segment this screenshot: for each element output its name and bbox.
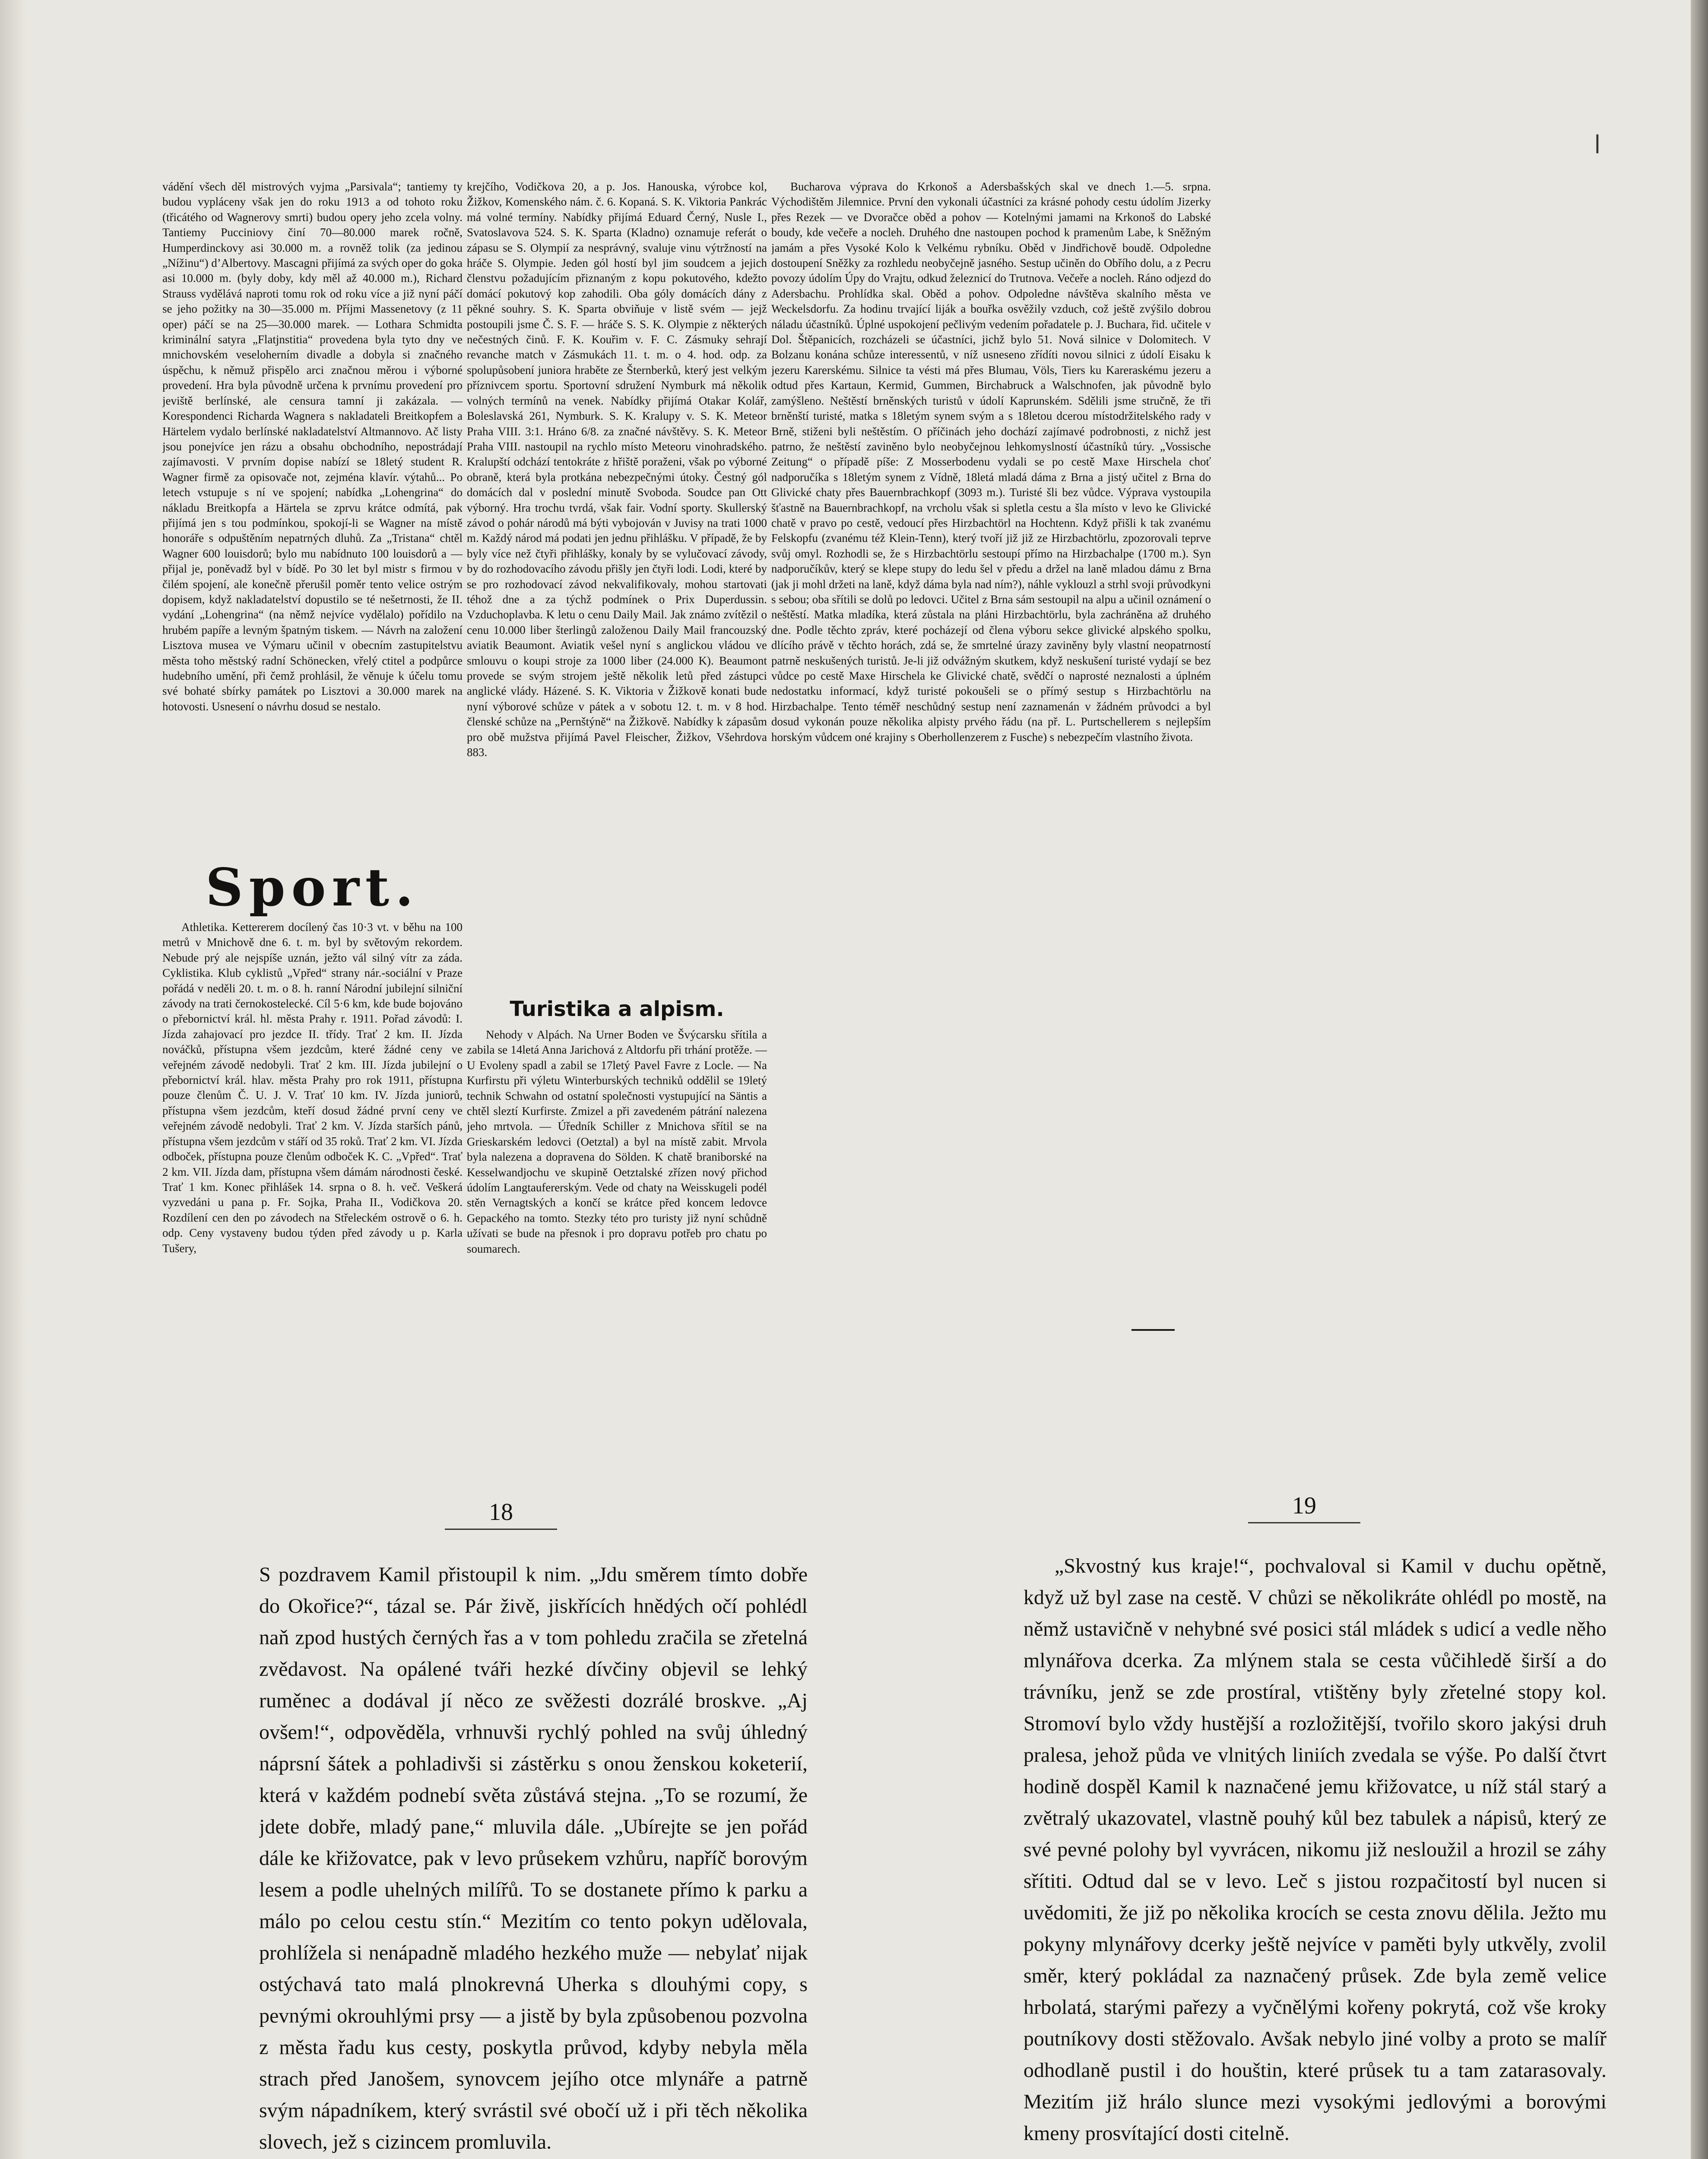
culture-news-text: vádění všech děl mistrových vyjma „Parsivala“; tantiemy ty budou vypláceny však jen do roku 1913 a od tohoto roku (třicátého od Wagnerovy smrti) budou opery jeho zcela volny. Tantiemy Pucciniovy činí 70—80.000 marek ročně, Humperdinckovy asi 30.000 m. a rovněž tolik (za jedinou „Nížinu“) d’Albertovy. Mascagni přijímá za svých oper do goka asi 10.000 m. (byly doby, kdy měl až 40.000 m.), Richard Strauss vydělává naproti tomu rok od roku více a již nyní páčí se jeho požitky na 30—35.000 m. Příjmi Massenetovy (z 11 oper) páčí se na 25—30.000 marek. — Lothara Schmidta kriminální satyra „Flatjnstitia“ provedena byla tyto dny ve mnichovském veseloherním divadle a dobyla si značného úspěchu, k němuž přispělo arci značnou měrou i výborné provedení. Hra byla původně určena k prvnímu provedení pro jeviště berlínské, ale censura tamní ji zakázala. — Korespondenci Richarda Wagnera s nakladateli Breitkopfem a Härtelem vydalo berlínské nakladatelství Altmannovo. Ač listy jsou ponejvíce jen rázu a obsahu obchodního, nepostrádají zajímavosti. V prvním dopise nabízí se 18letý student R. Wagner firmě za opisovače not, zejména klavír. výtahů... Po letech vstupuje s ní ve spojení; nabídka „Lohengrina“ do nákladu Breitkopfa a Härtela se zprvu krátce odmítá, pak přijímá jen s tou podmínkou, spokojí-li se Wagner na místě honoráře s odpuštěním nepatrných dluhů. Za „Tristana“ chtěl Wagner 600 louisdorů; bylo mu nabídnuto 100 louisdorů a — přijal je, poněvadž byl v bídě. Po 30 let byl mistr s firmou v čilém spojení, ale konečně přerušil poměr tento velice ostrým dopisem, když nakladatelství dopustilo se té nešetrnosti, že II. vydání „Lohengrina“ (na němž nejvíce vydělalo) pořídilo na hrubém papíře a levným špatným tiskem. — Návrh na založení Lisztova musea ve Výmaru učinil v obecním zastupitelstvu města toho městský radní Schönecken, vřelý ctitel a podpůrce hudebního umění, při čemž prohlásil, že věnuje k účelu tomu své bohaté sbírky památek po Lisztovi a 30.000 marek na hotovosti. Usnesení o návrhu dosud se nestalo. [162, 180, 463, 713]
right-page-text: „Skvostný kus kraje!“, pochvaloval si Kamil v duchu opětně, když už byl zase na cestě. V chůzi se několikráte ohlédl po mostě, na němž ustavičně v nehybné své posici stál mládek s udicí a vedle něho mlynářova dcerka. Za mlýnem stala se cesta vůčihledě širší a do trávníku, jenž se zde prostíral, vtištěny byly zřetelné stopy kol. Stromoví bylo vždy hustější a rozložitější, tvořilo skoro jakýsi druh pralesa, jehož půda ve vlnitých liniích zvedala se výše. Po další čtvrt hodině dospěl Kamil k naznačené jemu křižovatce, u níž stál starý a zvětralý ukazovatel, vlastně pouhý kůl bez tabulek a nápisů, který ze své pevné polohy byl vyvrácen, nikomu již nesloužil a hrozil se záhy sřítiti. Odtud dal se v levo. Leč s jistou rozpačitostí byl nucen si uvědomiti, že již po několika krocích se cesta znovu dělila. Ježto mu pokyny mlynářovy dcerky ještě nejvíce v paměti byly utkvěly, zvolil směr, který pokládal za naznačený průsek. Zde byla země velice hrbolatá, starými pařezy a vyčnělými kořeny pokrytá, což vše kroky poutníkovy dosti stěžovalo. Avšak nebylo jiné volby a proto se malíř odhodlaně pustil i do houštin, které průsek tu a tam zatarasovaly. Mezitím již hrálo slunce mezi vysokými jedlovými a borovými kmeny prosvítající dosti citelně. [1024, 1554, 1607, 2145]
newspaper-column-2 [467, 179, 767, 1334]
left-page-number-rule [445, 1529, 557, 1530]
page-right-edge [1691, 0, 1708, 2159]
left-page-text: S pozdravem Kamil přistoupil k nim. „Jdu směrem tímto dobře do Okořice?“, tázal se. Pár živě, jiskřících hnědých očí pohlédl naň zpod hustých černých řas a v tom pohledu zračila se zřetelná zvědavost. Na opálené tváři hezké dívčiny objevil se lehký ruměnec a dodával jí něco ze svěžesti dozrálé broskve. „Aj ovšem!“, odpověděla, vrhnuvši rychlý pohled na svůj úhledný náprsní šátek a pohladivši si zástěrku s onou ženskou koketerií, která v každém podnebí světa zůstává stejna. „To se rozumí, že jdete dobře, mladý pane,“ mluvila dále. „Ubírejte se jen pořád dále ke křižovatce, pak v levo průsekem vzhůru, napříč borovým lesem a podle uhelných milířů. To se dostanete přímo k parku a málo po celou cestu stín.“ Mezitím co tento pokyn udělovala, prohlížela si nenápadně mladého hezkého muže — nebylať nijak ostýchavá tato malá plnokrevná Uherka s dlouhými copy, s pevnými okrouhlými prsy — a jistě by byla způsobenou pozvolna z města řadu kus cesty, poskytla průvod, kdyby nebyla měla strach před Janošem, synovcem jejího otce mlynáře a patrně svým nápadníkem, který svrástil své obočí už i při těch několika slovech, jež s cizincem promluvila. [259, 1563, 808, 2153]
book-page-left [259, 1559, 808, 2159]
turistika-news-continued-text: Bucharova výprava do Krkonoš a Adersbašských skal ve dnech 1.—5. srpna. Východištěm Jilemnice. První den vykonali účastníci za krásné pohody cestu údolím Jizerky přes Rezek — ve Dvoračce oběd a pohov — Kotelnými jamami na Krkonoš do Labské boudy, kde večeře a nocleh. Druhého dne nastoupen pochod k pramenům Labe, k Sněžným jamám a přes Vysoké Kolo k Velkému rybníku. Oběd v Jindřichově boudě. Odpoledne dostoupení Sněžky za rozhledu neobyčejně jasného. Sestup učiněn do Obřího dolu, a z Pecru povozy údolím Úpy do Vrajtu, odkud železnicí do Trutnova. Večeře a nocleh. Ráno odjezd do Adersbachu. Prohlídka skal. Oběd a pohov. Odpoledne návštěva skalního města ve Weckelsdorfu. Za hodinu trvající liják a bouřka osvěžily vzduch, což ještě zvýšilo dobrou náladu účastníků. Úplné uspokojení pečlivým vedením pořadatele p. J. Buchara, řid. učitele v Dol. Štěpanicích, rozcházeli se účastníci, jichž bylo 51. Nová silnice v Dolomitech. V Bolzanu konána schůze interessentů, v níž usneseno zřídíti novou silnici z údolí Eisaku k jezeru Karerskému. Silnice ta vésti má přes Blumau, Völs, Tiers ku Kareraskému jezeru a odtud přes Kartaun, Kermid, Gummen, Birchabruck a Walschnofen, jak původně bylo zamýšleno. Neštěstí brněnských turistů v údolí Kaprunském. Sdělili jsme stručně, že tři brněnští turisté, matka s 18letým synem svým a s 18letou dcerou místodržitelského rady v Brně, stiženi byli neštěstím. O příčinách jeho dochází zajímavé podrobnosti, z nichž jest patrno, že neštěstí zaviněno bylo neobyčejnou lehkomyslností účastníků túry. „Vossische Zeitung“ o případě píše: Z Mosserbodenu vydali se po cestě Maxe Hirschela choť nadporučíka s 18letým synem z Vídně, 18letá mladá dáma z Brna a jistý učitel z Brna do Glivické chaty přes Bauernbrachkopf (3093 m.). Turisté šli bez vůdce. Výprava vystoupila šťastně na Bauernbrachkopf, na vrcholu však si spletla cestu a šla místo v levo ke Glivické chatě v pravo po cestě, vedoucí přes Hirzbachtörl na Hochtenn. Když přišli k tak zvanému Felskopfu (zvanému též Klein-Tenn), který tvoří již již ze Hirzbachtörlu, zpozorovali teprve svůj omyl. Rozhodli se, že s Hirzbachtörlu sestoupí přímo na Hirzbachalpe (1700 m.). Syn nadporučíkův, který se klepe stupy do ledu šel v předu a držel na laně mladou dámu z Brna (jak ji mohl držeti na laně, když dáma byla nad ním?), náhle vyklouzl a strhl svoji průvodkyni s sebou; oba sřítili se dolů po ledovci. Učitel z Brna sám sestoupil na alpu a učinil oznámení o neštěstí. Matka mladíka, která zůstala na pláni Hirzbachtörlu, byla zachráněna až druhého dne. Podle těchto zpráv, které pocházejí od člena výboru sekce glivické alpského spolku, dlícího právě v těchto horách, zdá se, že smrtelné úrazy zaviněny byly vlastní neopatrností patrně neskušených turistů. Je-li již odvážným skutkem, když neskušení turisté vydají se bez vůdce po cestě Maxe Hirschela ke Glivické chatě, svědčí o naprosté neznalosti a úplném nedostatku informací, když turisté pokoušeli se o přímý sestup s Hirzbachtörlu na Hirzbachalpe. Tento téměř neschůdný sestup není zaznamenán v žádném průvodci a byl dosud vykonán pouze několika alpisty prvého řádu (na př. L. Purtschellerem s nejlepším horským vůdcem oné krajiny s Oberhollenzerem z Fusche) s nebezpečím vlastního života. [771, 180, 1211, 744]
sport-news-continued-text: krejčího, Vodičkova 20, a p. Jos. Hanouska, výrobce kol, Žižkov, Komenského nám. č. 6. Kopaná. S. K. Viktoria Pankrác má volné termíny. Nabídky přijímá Eduard Černý, Nusle I., Svatoslavova 524. S. K. Sparta (Kladno) oznamuje referát o zápasu se S. Olympií za nesprávný, svaluje vinu výtržností na hráče S. Olympie. Jeden gól hostí byl jim soudcem a jejich členstvu požadujícím přiznaným z kopu pokutového, kdežto domácí pokutový kop zahodili. Oba góly domácích dány z pěkné souhry. S. K. Sparta obviňuje v listě svém — jejž postoupili jsme Č. S. F. — hráče S. S. K. Olympie z některých nečestných činů. F. K. Kouřim v. F. C. Zásmuky sehrají revanche match v Zásmukách 11. t. m. o 4. hod. odp. za spolupůsobení juniora hraběte ze Šternberků, který jest velkým příznivcem sportu. Sportovní sdružení Nymburk má několik volných termínů na venek. Nabídky přijímá Otakar Kolář, Boleslavská 261, Nymburk. S. K. Kralupy v. S. K. Meteor Praha VIII. 3:1. Hráno 6/8. za značné návštěvy. S. K. Meteor Praha VIII. nastoupil na rychlo místo Meteoru vinohradského. Kralupští odchází tentokráte z hřiště poraženi, však po výborné obraně, která byla protkána nebezpečnými útoky. Čestný gól domácích dal v poslední minutě Svoboda. Soudce pan Ott výborný. Hra trochu tvrdá, však fair. Vodní sporty. Skullerský závod o pohár národů má býti vybojován v Juvisy na trati 1000 m. Každý národ má podati jen jednu přihlášku. V případě, že by byly více než čtyři přihlášky, konaly by se vylučovací závody, by do rozhodovacího závodu přišly jen čtyři lodi. Lodi, které by se pro rozhodovací závod nekvalifikovaly, mohou startovati téhož dne a za týchž podmínek o Prix Duperdussin. Vzduchoplavba. K letu o cenu Daily Mail. Jak známo zvítězil o cenu 10.000 liber šterlingů založenou Daily Mail francouzský aviatik Beaumont. Aviatik vešel nyní s anglickou vládou ve smlouvu o koupi stroje za 1000 liber (24.000 K). Beaumont provede se svým strojem ještě několik letů před zástupci anglické vlády. Házené. S. K. Viktoria v Žižkově konati bude nyní výborové schůze v pátek a v sobotu 12. t. m. v 8 hod. členské schůze na „Pernštýně“ na Žižkově. Nabídky k zápasům pro obě mužstva přijímá Pavel Fleischer, Žižkov, Všehrdova 883. [467, 180, 767, 759]
sport-news-text: Athletika. Kettererem docílený čas 10·3 vt. v běhu na 100 metrů v Mnichově dne 6. t. m. byl by světovým rekordem. Nebude prý ale nejspíše uznán, ježto vál silný vítr za záda. Cyklistika. Klub cyklistů „Vpřed“ strany nár.-sociální v Praze pořádá v neděli 20. t. m. o 8. h. ranní Národní jubilejní silniční závody na trati černokostelecké. Cíl 5·6 km, kde bude bojováno o přebornictví král. hl. města Prahy r. 1911. Pořad závodů: I. Jízda zahajovací pro jezdce II. třídy. Trať 2 km. II. Jízda nováčků, přístupna všem jezdcům, které žádné ceny ve veřejném závodě nedobyli. Trať 2 km. III. Jízda jubilejní o přebornictví král. hlav. města Prahy pro rok 1911, přístupna pouze členům Č. U. J. V. Trať 10 km. IV. Jízda juniorů, přístupna všem jezdcům, kteří dosud žádné první ceny ve veřejném závodě nedobyli. Trať 2 km. V. Jízda starších pánů, přístupna všem jezdcům v stáří od 35 roků. Trať 2 km. VI. Jízda odboček, přístupna pouze členům odboček K. C. „Vpřed“. Trať 2 km. VII. Jízda dam, přístupna všem dámám národnosti české. Trať 1 km. Konec přihlášek 14. srpna o 8. h. več. Veškerá vyzvedáni u pana p. Fr. Sojka, Praha II., Vodičkova 20. Rozdílení cen den po závodech na Střeleckém ostrově o 6. h. odp. Ceny vystaveny budou týden před závody u p. Karla Tušery, [162, 921, 463, 1255]
book-page-right [1024, 1550, 1607, 2159]
right-page-number-rule [1248, 1522, 1360, 1523]
newspaper-column-3 [771, 179, 1211, 1328]
sport-heading: Sport. [205, 857, 420, 918]
newspaper-column-1 [162, 179, 463, 1356]
turistika-heading: Turistika a alpism. [510, 997, 724, 1021]
page-left-edge [0, 0, 26, 2159]
right-page-number: 19 [1292, 1492, 1316, 1519]
margin-mark: ǀ [1594, 130, 1601, 160]
column-end-rule [1131, 1329, 1175, 1331]
left-page-number: 18 [489, 1499, 513, 1526]
turistika-news-text: Nehody v Alpách. Na Urner Boden ve Švýcarsku sřítila a zabila se 14letá Anna Jarichová z Altdorfu při trhání protěže. — U Evoleny spadl a zabil se 17letý Pavel Favre z Locle. — Na Kurfirstu při výletu Winterburských techniků oddělil se 19letý technik Schwahn od ostatní společnosti vystupující na Säntis a chtěl sleztí Kurfirste. Zmizel a při zavedeném pátrání nalezena jeho mrtvola. — Úředník Schiller z Mnichova sřítil se na Grieskarském ledovci (Oetztal) a byl na místě zabit. Mrvola byla nalezena a dopravena do Sölden. K chatě braniborské na Kesselwandjochu ve skupině Oetztalské zřízen nový přichod údolím Langtaufererským. Vede od chaty na Weisskugeli podél stěn Vernagtských a končí se krátce před koncem ledovce Gepackého na tomto. Stezky této pro turisty již nyní schůdně užívati se bude na přesnok i pro dopravu potřeb pro chatu po soumarech. [467, 1028, 767, 1255]
